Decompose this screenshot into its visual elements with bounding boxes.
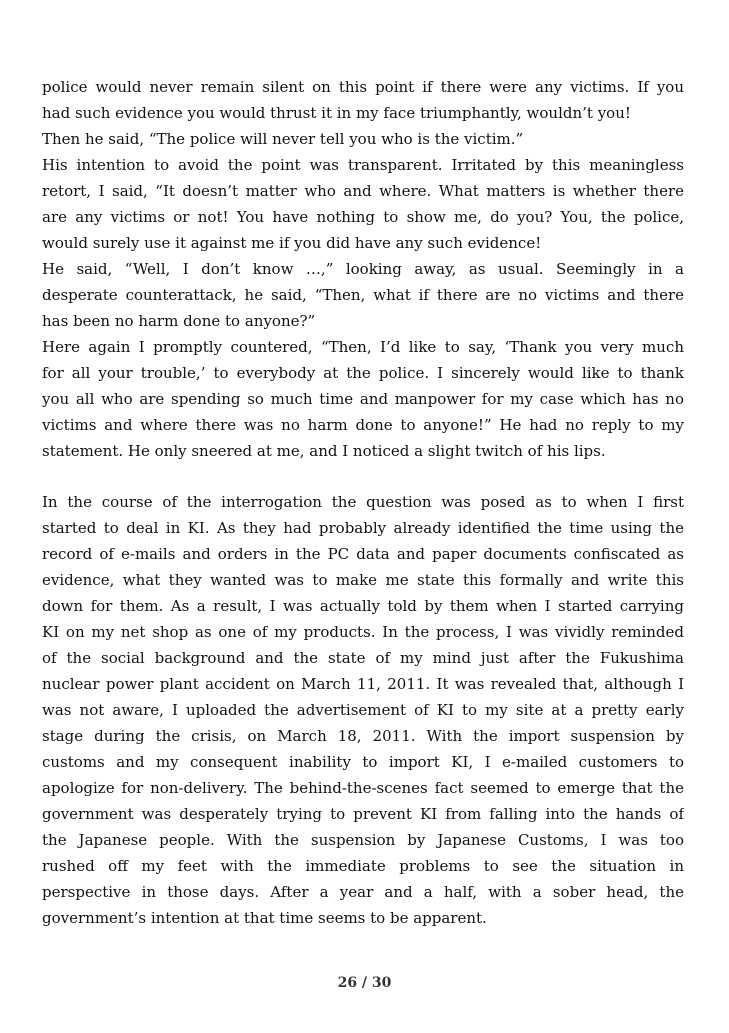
text-line: apologize for non-delivery. The behind-the-scenes fact seemed to emerge that the bbox=[42, 779, 684, 797]
text-line: police would never remain silent on this point if there were any victims. If you bbox=[42, 78, 684, 96]
text-line: His intention to avoid the point was transparent. Irritated by this meaningless bbox=[42, 156, 684, 174]
text-line: perspective in those days. After a year and a half, with a sober head, the bbox=[42, 883, 684, 901]
text-block-narrative bbox=[42, 489, 684, 931]
text-line: rushed off my feet with the immediate problems to see the situation in bbox=[42, 857, 684, 875]
text-line: down for them. As a result, I was actually told by them when I started carrying bbox=[42, 597, 684, 615]
text-line: desperate counterattack, he said, “Then, what if there are no victims and there bbox=[42, 286, 684, 304]
text-line: of the social background and the state of my mind just after the Fukushima bbox=[42, 649, 684, 667]
text-line: customs and my consequent inability to import KI, I e-mailed customers to bbox=[42, 753, 684, 771]
paragraph bbox=[42, 256, 684, 334]
text-line: KI on my net shop as one of my products. In the process, I was vividly reminded bbox=[42, 623, 684, 641]
text-line: for all your trouble,’ to everybody at the police. I sincerely would like to thank bbox=[42, 364, 684, 382]
text-line: government’s intention at that time seems to be apparent. bbox=[42, 909, 487, 927]
text-line: nuclear power plant accident on March 11, 2011. It was revealed that, although I bbox=[42, 675, 684, 693]
text-line: victims and where there was no harm done to anyone!” He had no reply to my bbox=[42, 416, 684, 434]
text-line: record of e-mails and orders in the PC data and paper documents confiscated as bbox=[42, 545, 684, 563]
text-line: retort, I said, “It doesn’t matter who and where. What matters is whether there bbox=[42, 182, 684, 200]
paragraph bbox=[42, 334, 684, 464]
text-line: Here again I promptly countered, “Then, I’d like to say, ‘Thank you very much bbox=[42, 338, 684, 356]
text-line: was not aware, I uploaded the advertisement of KI to my site at a pretty early bbox=[42, 701, 684, 719]
text-line: has been no harm done to anyone?” bbox=[42, 312, 316, 330]
text-line: He said, “Well, I don’t know …,” looking away, as usual. Seemingly in a bbox=[42, 260, 684, 278]
paragraph bbox=[42, 74, 684, 152]
page-number: 26 / 30 bbox=[337, 975, 392, 991]
paragraph bbox=[42, 489, 684, 931]
text-line: In the course of the interrogation the question was posed as to when I first bbox=[42, 493, 684, 511]
text-line: would surely use it against me if you did have any such evidence! bbox=[42, 234, 542, 252]
text-line: are any victims or not! You have nothing to show me, do you? You, the police, bbox=[42, 208, 684, 226]
text-line: Then he said, “The police will never tell you who is the victim.” bbox=[42, 130, 524, 148]
text-line: the Japanese people. With the suspension by Japanese Customs, I was too bbox=[42, 831, 684, 849]
text-block-dialogue bbox=[42, 74, 684, 464]
text-line: statement. He only sneered at me, and I noticed a slight twitch of his lips. bbox=[42, 442, 606, 460]
text-line: stage during the crisis, on March 18, 2011. With the import suspension by bbox=[42, 727, 684, 745]
text-line: you all who are spending so much time and manpower for my case which has no bbox=[42, 390, 684, 408]
text-line: started to deal in KI. As they had probably already identified the time using the bbox=[42, 519, 684, 537]
paragraph bbox=[42, 152, 684, 256]
text-line: evidence, what they wanted was to make me state this formally and write this bbox=[42, 571, 684, 589]
text-line: government was desperately trying to prevent KI from falling into the hands of bbox=[42, 805, 684, 823]
text-line: had such evidence you would thrust it in my face triumphantly, wouldn’t you! bbox=[42, 104, 631, 122]
